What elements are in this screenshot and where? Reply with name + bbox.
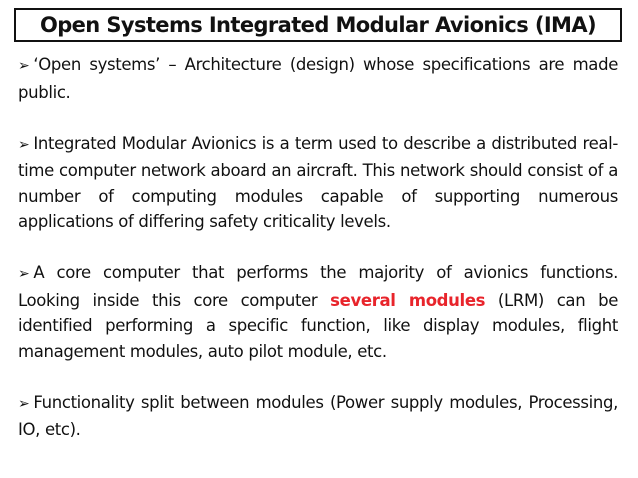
bullet-functionality-split: [18, 390, 618, 443]
bullet-text: ‘Open systems’ – Architecture (design) whose specifications are made public.: [18, 55, 618, 102]
bullet-text: Functionality split between modules (Power supply modules, Processing, IO, etc).: [18, 392, 618, 439]
highlight-several-modules: several modules: [330, 290, 486, 310]
title-box: [14, 8, 622, 42]
bullet-list: [18, 52, 618, 443]
bullet-open-systems: [18, 52, 618, 105]
bullet-core-computer: [18, 260, 618, 364]
bullet-text-before: A core computer that performs the majority of avionics functions. Looking inside this core computer: [18, 263, 618, 310]
bullet-text: Integrated Modular Avionics is a term used to describe a distributed real-time computer network aboard an aircraft. This network should consist of a number of computing modules capable of supporting numerous applications of differing safety criticality levels.: [18, 133, 618, 231]
bullet-text-after: (LRM) can be identified performing a specific function, like display modules, flight management modules, auto pilot module, etc.: [18, 290, 618, 361]
bullet-ima-definition: [18, 131, 618, 235]
slide-title: Open Systems Integrated Modular Avionics (IMA): [39, 13, 597, 37]
arrow-bullet-icon: ➢: [18, 136, 30, 153]
arrow-bullet-icon: ➢: [18, 58, 30, 74]
arrow-bullet-icon: ➢: [18, 395, 30, 412]
arrow-bullet-icon: ➢: [18, 266, 30, 282]
